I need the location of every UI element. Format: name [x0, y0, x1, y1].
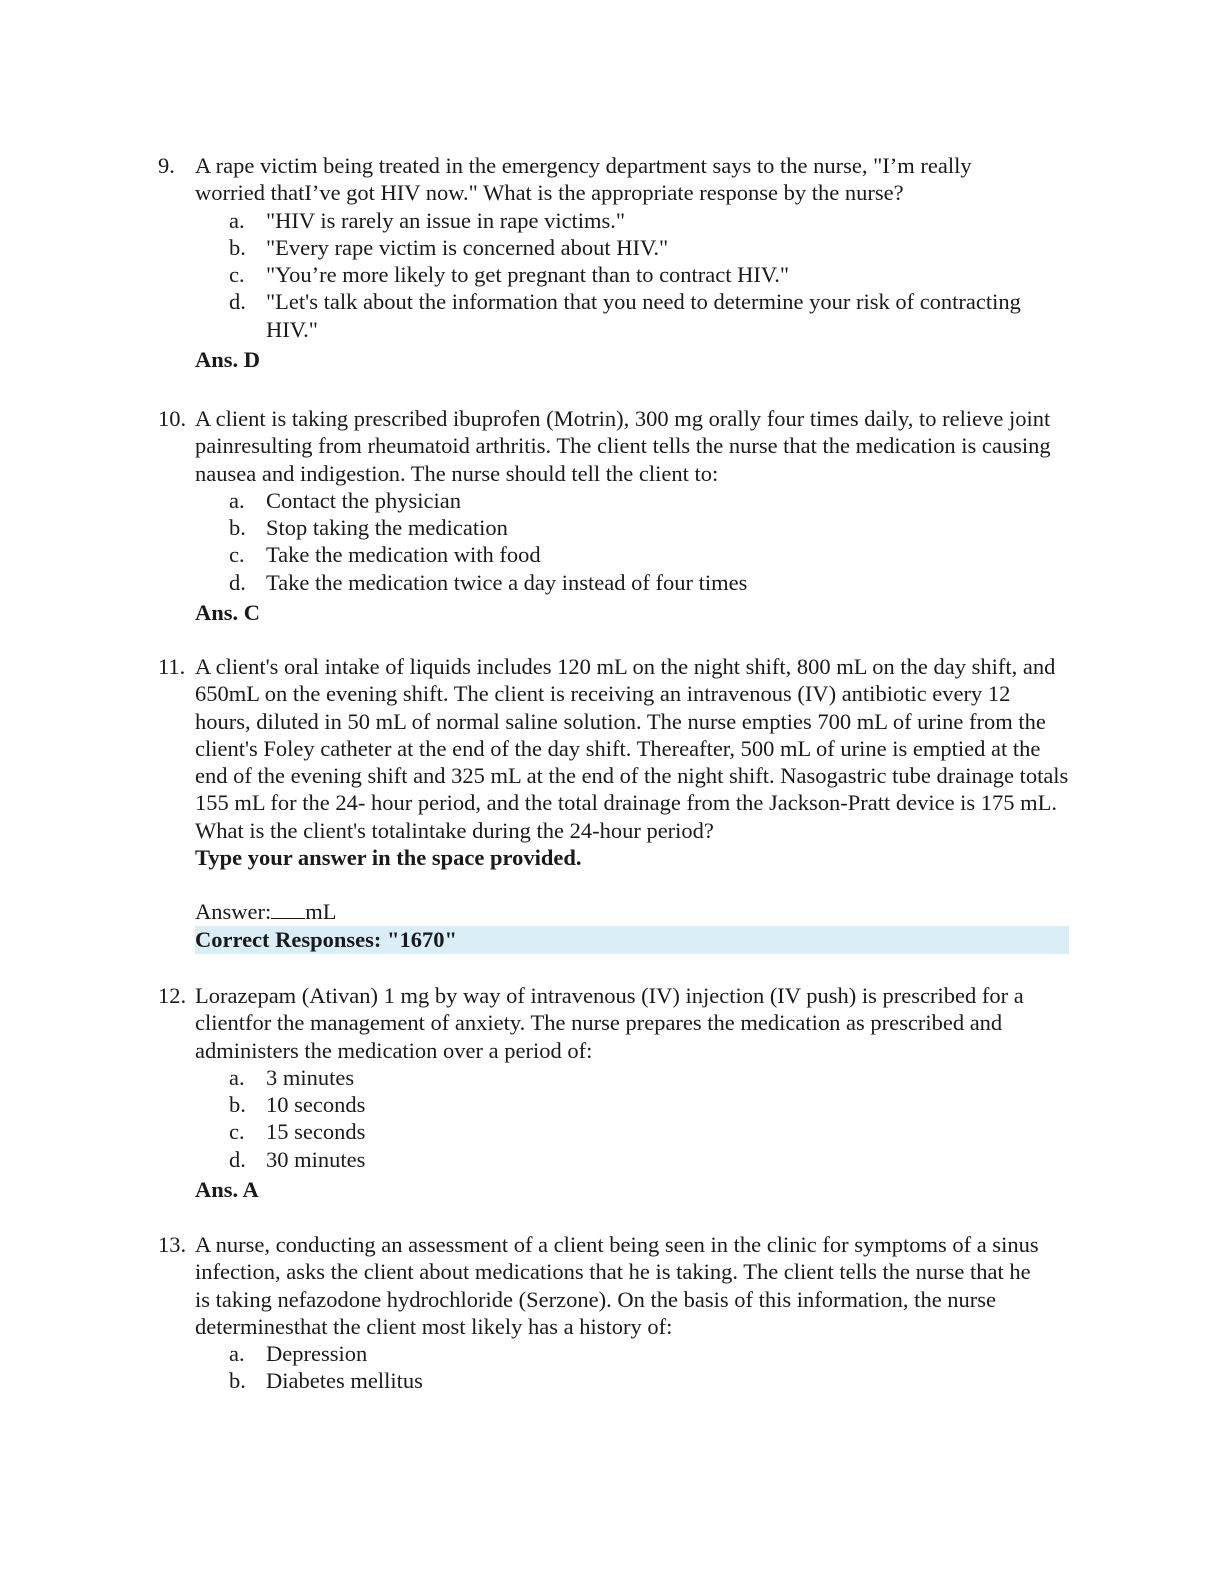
question-9	[158, 152, 1078, 373]
option-letter: b.	[229, 1368, 246, 1394]
answer-unit: mL	[305, 899, 337, 925]
option-a	[195, 1064, 1071, 1091]
option-list	[195, 487, 1071, 596]
option-letter: c.	[229, 542, 245, 568]
option-a	[195, 207, 1071, 234]
option-letter: c.	[229, 262, 245, 288]
answer-field	[195, 898, 1071, 925]
option-c	[195, 1118, 1071, 1145]
option-text: Depression	[266, 1341, 368, 1367]
option-letter: d.	[229, 569, 246, 595]
option-text: Contact the physician	[266, 487, 461, 513]
option-b	[195, 1367, 1071, 1394]
option-letter: c.	[229, 1119, 245, 1145]
option-a	[195, 487, 1071, 514]
question-number: 10.	[158, 406, 187, 431]
option-a	[195, 1340, 1071, 1367]
option-text: Stop taking the medication	[266, 515, 508, 541]
option-text: 3 minutes	[266, 1064, 355, 1090]
answer-blank	[271, 898, 305, 919]
option-list	[195, 1340, 1071, 1395]
option-b	[195, 234, 1071, 261]
option-text: Take the medication twice a day instead of four times	[266, 569, 748, 595]
answer-key: Ans. A	[195, 1177, 259, 1203]
option-text: "HIV is rarely an issue in rape victims."	[266, 207, 626, 233]
option-letter: d.	[229, 289, 246, 315]
answer-instruction: Type your answer in the space provided.	[195, 845, 582, 871]
option-letter: a.	[229, 487, 245, 513]
question-11	[158, 653, 1078, 954]
option-list	[195, 1064, 1071, 1173]
option-b	[195, 514, 1071, 541]
option-text: 30 minutes	[266, 1146, 366, 1172]
question-10	[158, 405, 1078, 626]
question-12	[158, 982, 1078, 1203]
option-text: Diabetes mellitus	[266, 1368, 423, 1394]
question-text: A nurse, conducting an assessment of a client being seen in the clinic for symptoms of a sinus infection, asks the client about medications that he is taking. The client tells the nurse that he is taking nefazodone hydrochloride (Serzone). On the basis of this information, the nurse determinesthat the client most likely has a history of:	[195, 1232, 1039, 1339]
option-d	[195, 1146, 1071, 1173]
question-text: Lorazepam (Ativan) 1 mg by way of intravenous (IV) injection (IV push) is prescribed for a clientfor the management of anxiety. The nurse prepares the medication as prescribed and administers the medication over a period of:	[195, 983, 1024, 1063]
answer-prefix: Answer:	[195, 899, 272, 925]
option-d	[195, 569, 1071, 596]
question-13	[158, 1231, 1078, 1395]
option-letter: d.	[229, 1146, 246, 1172]
option-d	[195, 288, 1071, 343]
option-text: "Every rape victim is concerned about HIV."	[266, 234, 669, 260]
option-letter: a.	[229, 207, 245, 233]
answer-key: Ans. C	[195, 600, 261, 626]
correct-response-bar: Correct Responses: "1670"	[195, 926, 1069, 954]
option-text: "You’re more likely to get pregnant than to contract HIV."	[266, 262, 790, 288]
option-letter: b.	[229, 234, 246, 260]
option-text: Take the medication with food	[266, 542, 541, 568]
option-list	[195, 207, 1071, 343]
option-letter: b.	[229, 1092, 246, 1118]
question-text: A rape victim being treated in the emergency department says to the nurse, "I’m really worried thatI’ve got HIV now." What is the appropriate response by the nurse?	[195, 153, 972, 206]
answer-key: Ans. D	[195, 347, 261, 373]
option-text: 10 seconds	[266, 1092, 366, 1118]
question-number: 11.	[158, 654, 186, 679]
option-c	[195, 541, 1071, 568]
option-text: 15 seconds	[266, 1119, 366, 1145]
option-letter: b.	[229, 515, 246, 541]
question-number: 9.	[158, 153, 175, 178]
option-c	[195, 261, 1071, 288]
question-number: 13.	[158, 1232, 187, 1257]
option-letter: a.	[229, 1064, 245, 1090]
option-b	[195, 1091, 1071, 1118]
question-text: A client is taking prescribed ibuprofen (Motrin), 300 mg orally four times daily, to relieve joint painresulting from rheumatoid arthritis. The client tells the nurse that the medication is causing nausea and indigestion. The nurse should tell the client to:	[195, 406, 1051, 486]
question-number: 12.	[158, 983, 187, 1008]
question-text: A client's oral intake of liquids includes 120 mL on the night shift, 800 mL on the day shift, and 650mL on the evening shift. The client is receiving an intravenous (IV) antibiotic every 12 hours, diluted in 50 mL of normal saline solution. The nurse empties 700 mL of urine from the client's Foley catheter at the end of the day shift. Thereafter, 500 mL of urine is emptied at the end of the evening shift and 325 mL at the end of the night shift. Nasogastric tube drainage totals 155 mL for the 24- hour period, and the total drainage from the Jackson-Pratt device is 175 mL. What is the client's totalintake during the 24-hour period?	[195, 654, 1069, 843]
option-letter: a.	[229, 1341, 245, 1367]
option-text: "Let's talk about the information that you need to determine your risk of contracting HIV."	[266, 289, 1021, 342]
